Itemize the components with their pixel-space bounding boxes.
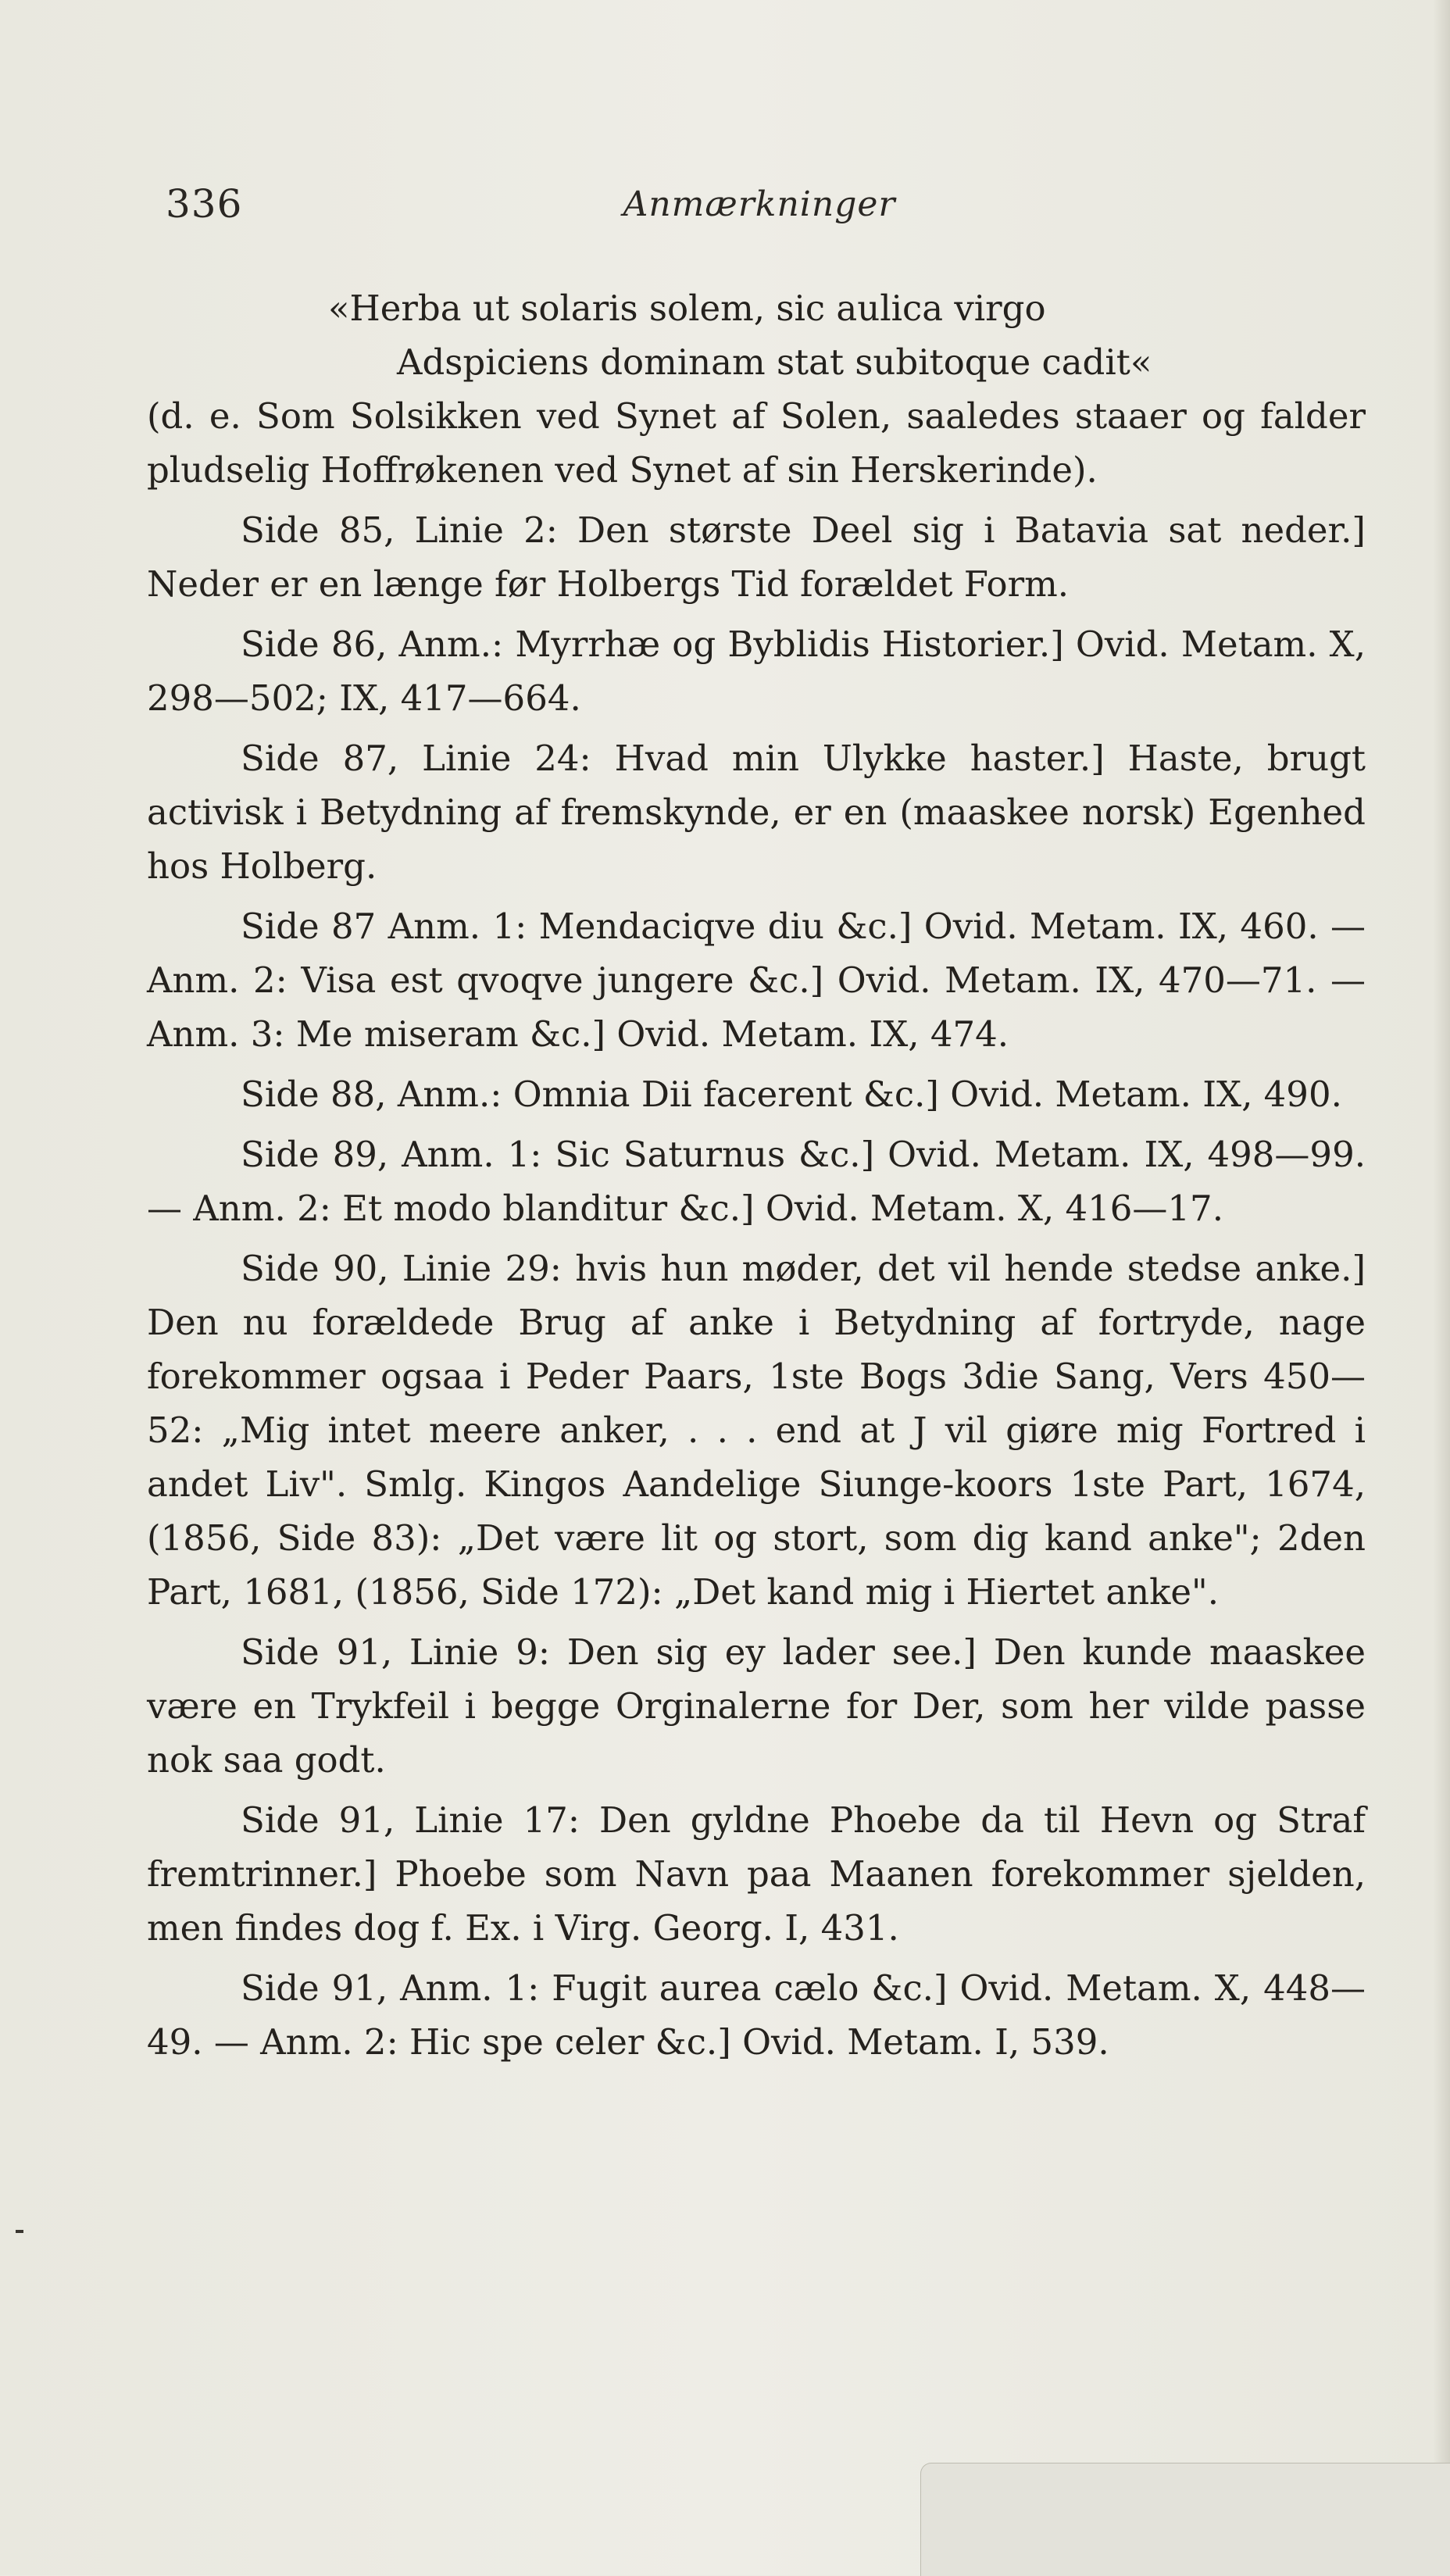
margin-mark xyxy=(16,2230,23,2233)
note-side-87-anm: Side 87 Anm. 1: Mendaciqve diu &c.] Ovid. Metam. IX, 460. — Anm. 2: Visa est qvoqve jungere &c.] Ovid. Metam. IX, 470—71. — Anm. 3: Me miseram &c.] Ovid. Metam. IX, 474. xyxy=(147,906,1366,1055)
paper-strip xyxy=(920,2463,1450,2576)
note-side-86: Side 86, Anm.: Myrrhæ og Byblidis Historier.] Ovid. Metam. X, 298—502; IX, 417—664. xyxy=(147,623,1366,719)
page-number: 336 xyxy=(166,181,243,227)
page-edge-shadow xyxy=(1433,0,1450,2575)
note-side-91-linie-9: Side 91, Linie 9: Den sig ey lader see.] Den kunde maaskee være en Trykfeil i begge Orginalerne for Der, som her vilde passe nok saa godt. xyxy=(147,1631,1366,1781)
paragraph-translation: (d. e. Som Solsikken ved Synet af Solen, saaledes staaer og falder pludselig Hoffrøkenen ved Synet af sin Herskerinde). xyxy=(147,395,1366,491)
page-header xyxy=(166,181,1353,236)
note-side-88: Side 88, Anm.: Omnia Dii facerent &c.] Ovid. Metam. IX, 490. xyxy=(241,1074,1342,1115)
note-side-87-linie-24: Side 87, Linie 24: Hvad min Ulykke haster.] Haste, brugt activisk i Betydning af fremskynde, er en (maaskee norsk) Egenhed hos Holberg. xyxy=(147,738,1366,887)
quote-line-1: «Herba ut solaris solem, sic aulica virgo xyxy=(328,288,1046,329)
running-head: Anmærkninger xyxy=(623,184,896,224)
latin-quote xyxy=(147,281,1366,389)
note-side-89: Side 89, Anm. 1: Sic Saturnus &c.] Ovid. Metam. IX, 498—99. — Anm. 2: Et modo blanditur &c.] Ovid. Metam. X, 416—17. xyxy=(147,1134,1366,1229)
note-side-90: Side 90, Linie 29: hvis hun møder, det vil hende stedse anke.] Den nu forældede Brug af anke i Betydning af fortryde, nage forekommer ogsaa i Peder Paars, 1ste Bogs 3die Sang, Vers 450—52: „Mig intet meere anker, . . . end at J vil giøre mig Fortred i andet Liv". Smlg. Kingos Aandelige Siunge-koors 1ste Part, 1674, (1856, Side 83): „Det være lit og stort, som dig kand anke"; 2den Part, 1681, (1856, Side 172): „Det kand mig i Hiertet anke". xyxy=(147,1248,1366,1613)
note-side-91-anm: Side 91, Anm. 1: Fugit aurea cælo &c.] Ovid. Metam. X, 448—49. — Anm. 2: Hic spe celer &c.] Ovid. Metam. I, 539. xyxy=(147,1967,1366,2063)
quote-line-2: Adspiciens dominam stat subitoque cadit« xyxy=(397,341,1152,383)
note-side-85: Side 85, Linie 2: Den største Deel sig i Batavia sat neder.] Neder er en længe før Holbergs Tid forældet Form. xyxy=(147,509,1366,605)
note-side-91-linie-17: Side 91, Linie 17: Den gyldne Phoebe da til Hevn og Straf fremtrinner.] Phoebe som Navn paa Maanen forekommer sjelden, men findes dog f. Ex. i Virg. Georg. I, 431. xyxy=(147,1799,1366,1949)
page-text xyxy=(147,281,1366,2075)
